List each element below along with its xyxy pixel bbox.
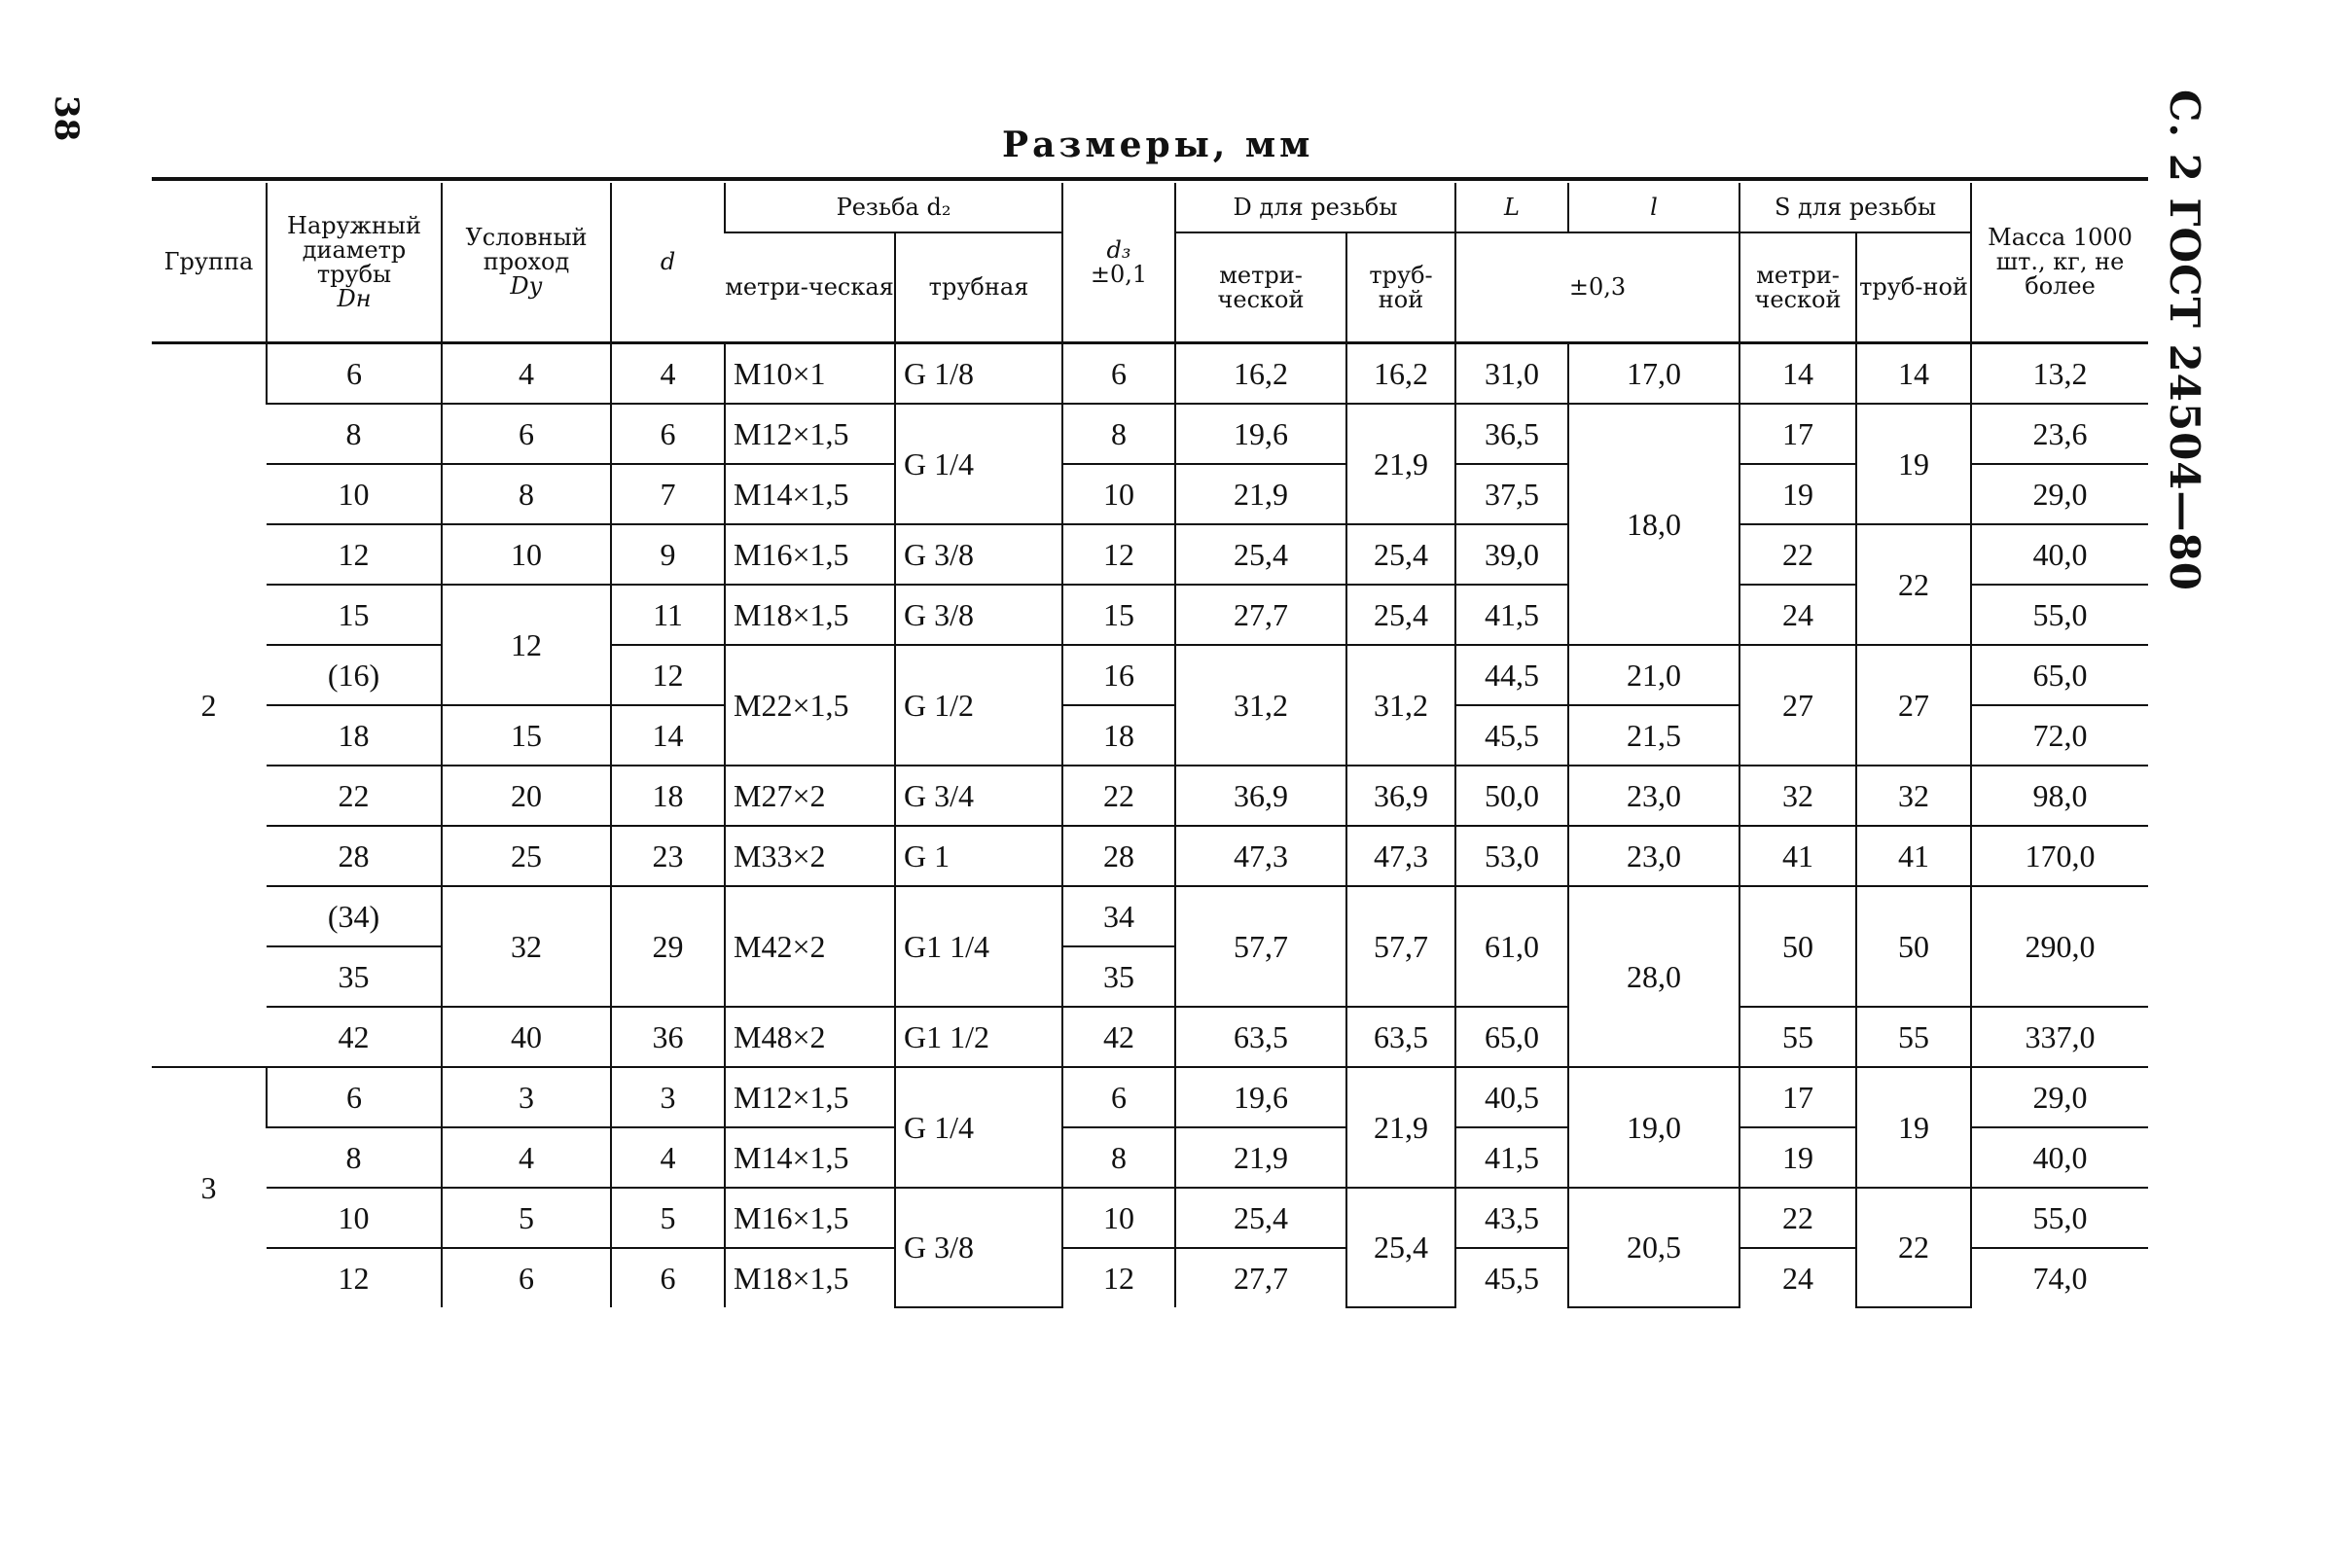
dimensions-table — [152, 183, 2148, 1308]
pipe-thread-cell: G 1/2 — [895, 645, 1062, 766]
S-metric-cell: 22 — [1739, 524, 1856, 585]
outer-diameter-cell: 35 — [267, 946, 442, 1007]
pipe-thread-cell: G 1/8 — [895, 343, 1062, 405]
pipe-thread-cell: G 1/4 — [895, 404, 1062, 524]
group-cell: 2 — [200, 687, 217, 723]
outer-diameter-cell: (34) — [267, 886, 442, 946]
header-S-thread: S для резьбы — [1739, 183, 1971, 232]
L-cell: 45,5 — [1455, 1248, 1568, 1307]
mass-cell: 29,0 — [1971, 1067, 2148, 1127]
mass-cell: 98,0 — [1971, 766, 2148, 826]
D-metric-cell: 27,7 — [1175, 1248, 1346, 1307]
S-metric-cell: 17 — [1739, 404, 1856, 464]
D-metric-cell: 31,2 — [1175, 645, 1346, 766]
D-metric-cell: 63,5 — [1175, 1007, 1346, 1067]
L-cell: 65,0 — [1455, 1007, 1568, 1067]
S-metric-cell: 19 — [1739, 1127, 1856, 1188]
table-row — [152, 404, 2148, 464]
header-Ll-tolerance: ±0,3 — [1455, 232, 1739, 343]
outer-diameter-cell: 15 — [267, 585, 442, 645]
L-cell: 44,5 — [1455, 645, 1568, 705]
group-cell: 3 — [152, 1067, 267, 1307]
header-d: d — [611, 183, 725, 343]
d-cell: 9 — [611, 524, 725, 585]
metric-thread-cell: M18×1,5 — [725, 1248, 895, 1307]
D-pipe-cell: 31,2 — [1346, 645, 1455, 766]
mass-cell: 170,0 — [1971, 826, 2148, 886]
table-row — [152, 766, 2148, 826]
outer-diameter-cell: 10 — [267, 464, 442, 524]
outer-diameter-cell: 18 — [267, 705, 442, 766]
nominal-bore-cell: 40 — [442, 1007, 611, 1067]
metric-thread-cell: M14×1,5 — [725, 464, 895, 524]
l-cell: 19,0 — [1568, 1067, 1739, 1188]
D-metric-cell: 47,3 — [1175, 826, 1346, 886]
d3-cell: 6 — [1062, 343, 1175, 405]
D-pipe-cell: 63,5 — [1346, 1007, 1455, 1067]
D-pipe-cell: 25,4 — [1346, 585, 1455, 645]
nominal-bore-cell: 12 — [442, 585, 611, 705]
L-cell: 53,0 — [1455, 826, 1568, 886]
S-pipe-cell: 41 — [1856, 826, 1971, 886]
D-metric-cell: 21,9 — [1175, 1127, 1346, 1188]
table-row — [152, 826, 2148, 886]
l-cell: 23,0 — [1568, 826, 1739, 886]
header-nominal-bore: Условный проход Dу — [442, 183, 611, 343]
D-pipe-cell: 16,2 — [1346, 343, 1455, 405]
L-cell: 36,5 — [1455, 404, 1568, 464]
table-row — [152, 1007, 2148, 1067]
l-cell: 21,5 — [1568, 705, 1739, 766]
S-metric-cell: 50 — [1739, 886, 1856, 1007]
pipe-thread-cell: G 1 — [895, 826, 1062, 886]
d-cell: 18 — [611, 766, 725, 826]
header-group: Группа — [152, 183, 267, 343]
d-cell: 4 — [611, 1127, 725, 1188]
table-row — [152, 1067, 2148, 1127]
L-cell: 50,0 — [1455, 766, 1568, 826]
nominal-bore-cell: 6 — [442, 404, 611, 464]
D-metric-cell: 36,9 — [1175, 766, 1346, 826]
nominal-bore-cell: 15 — [442, 705, 611, 766]
page-number: 38 — [47, 95, 86, 142]
mass-cell: 65,0 — [1971, 645, 2148, 705]
metric-thread-cell: M16×1,5 — [725, 524, 895, 585]
d3-cell: 12 — [1062, 524, 1175, 585]
S-metric-cell: 24 — [1739, 1248, 1856, 1307]
d-cell: 7 — [611, 464, 725, 524]
S-metric-cell: 19 — [1739, 464, 1856, 524]
S-pipe-cell: 19 — [1856, 404, 1971, 524]
d-cell: 14 — [611, 705, 725, 766]
d3-cell: 6 — [1062, 1067, 1175, 1127]
mass-cell: 55,0 — [1971, 585, 2148, 645]
outer-diameter-cell: 8 — [267, 1127, 442, 1188]
outer-diameter-cell: 8 — [267, 404, 442, 464]
S-pipe-cell: 14 — [1856, 343, 1971, 405]
pipe-thread-cell: G 3/8 — [895, 524, 1062, 585]
pipe-thread-cell: G 3/4 — [895, 766, 1062, 826]
table-row — [152, 1127, 2148, 1188]
nominal-bore-cell: 4 — [442, 1127, 611, 1188]
table-row — [152, 524, 2148, 585]
outer-diameter-cell: 12 — [338, 1260, 370, 1296]
header-thread-pipe: трубная — [895, 232, 1062, 343]
outer-diameter-cell: 22 — [267, 766, 442, 826]
d3-cell: 12 — [1062, 1248, 1175, 1307]
L-cell: 31,0 — [1455, 343, 1568, 405]
metric-thread-cell: M48×2 — [725, 1007, 895, 1067]
metric-thread-cell: M12×1,5 — [725, 1067, 895, 1127]
d3-cell: 34 — [1062, 886, 1175, 946]
S-metric-cell: 22 — [1739, 1188, 1856, 1248]
D-metric-cell: 57,7 — [1175, 886, 1346, 1007]
mass-cell: 290,0 — [1971, 886, 2148, 1007]
nominal-bore-cell: 20 — [442, 766, 611, 826]
S-pipe-cell: 32 — [1856, 766, 1971, 826]
D-metric-cell: 19,6 — [1175, 404, 1346, 464]
d3-cell: 18 — [1062, 705, 1175, 766]
L-cell: 45,5 — [1455, 705, 1568, 766]
S-pipe-cell: 22 — [1856, 1188, 1971, 1307]
pipe-thread-cell: G1 1/2 — [895, 1007, 1062, 1067]
l-cell: 18,0 — [1568, 404, 1739, 645]
table-row — [152, 585, 2148, 645]
d3-cell: 22 — [1062, 766, 1175, 826]
metric-thread-cell: M16×1,5 — [725, 1188, 895, 1248]
header-thread-metric: метри-ческая — [725, 232, 895, 343]
mass-cell: 40,0 — [1971, 1127, 2148, 1188]
D-metric-cell: 19,6 — [1175, 1067, 1346, 1127]
S-metric-cell: 55 — [1739, 1007, 1856, 1067]
d3-cell: 35 — [1062, 946, 1175, 1007]
nominal-bore-cell: 10 — [442, 524, 611, 585]
L-cell: 41,5 — [1455, 585, 1568, 645]
mass-cell: 40,0 — [1971, 524, 2148, 585]
d-cell: 4 — [611, 343, 725, 405]
header-outer-diameter: Наружный диаметр трубы Dн — [267, 183, 442, 343]
S-metric-cell: 41 — [1739, 826, 1856, 886]
d-cell: 36 — [611, 1007, 725, 1067]
mass-cell: 13,2 — [1971, 343, 2148, 405]
S-pipe-cell: 50 — [1856, 886, 1971, 1007]
mass-cell: 72,0 — [1971, 705, 2148, 766]
D-metric-cell: 21,9 — [1175, 464, 1346, 524]
outer-diameter-cell: 42 — [267, 1007, 442, 1067]
table-row — [152, 1188, 2148, 1248]
nominal-bore-cell: 3 — [442, 1067, 611, 1127]
S-metric-cell: 27 — [1739, 645, 1856, 766]
pipe-thread-cell: G 3/8 — [895, 585, 1062, 645]
header-mass: Масса 1000 шт., кг, не более — [1971, 183, 2148, 343]
L-cell: 40,5 — [1455, 1067, 1568, 1127]
mass-cell: 23,6 — [1971, 404, 2148, 464]
mass-cell: 337,0 — [1971, 1007, 2148, 1067]
header-d3: d₃ ±0,1 — [1062, 183, 1175, 343]
nominal-bore-cell: 25 — [442, 826, 611, 886]
S-pipe-cell: 19 — [1856, 1067, 1971, 1188]
table-caption: Размеры, мм — [1002, 125, 1314, 165]
d3-cell: 10 — [1062, 464, 1175, 524]
nominal-bore-cell: 32 — [442, 886, 611, 1007]
l-cell: 23,0 — [1568, 766, 1739, 826]
d3-cell: 16 — [1062, 645, 1175, 705]
l-cell: 21,0 — [1568, 645, 1739, 705]
d3-cell: 10 — [1062, 1188, 1175, 1248]
header-row-1 — [152, 183, 2148, 232]
metric-thread-cell: M12×1,5 — [725, 404, 895, 464]
D-metric-cell: 25,4 — [1175, 1188, 1346, 1248]
metric-thread-cell: M10×1 — [725, 343, 895, 405]
metric-thread-cell: M27×2 — [725, 766, 895, 826]
header-D-metric: метри-ческой — [1175, 232, 1346, 343]
D-pipe-cell: 21,9 — [1346, 1067, 1455, 1188]
table-row — [152, 886, 2148, 946]
D-pipe-cell: 47,3 — [1346, 826, 1455, 886]
d3-cell: 28 — [1062, 826, 1175, 886]
d3-cell: 15 — [1062, 585, 1175, 645]
pipe-thread-cell: G1 1/4 — [895, 886, 1062, 1007]
metric-thread-cell: M33×2 — [725, 826, 895, 886]
L-cell: 41,5 — [1455, 1127, 1568, 1188]
L-cell: 61,0 — [1455, 886, 1568, 1007]
outer-diameter-cell: 6 — [267, 343, 442, 405]
outer-diameter-cell: 12 — [267, 524, 442, 585]
outer-diameter-cell: 28 — [267, 826, 442, 886]
S-metric-cell: 17 — [1739, 1067, 1856, 1127]
mass-cell: 74,0 — [1971, 1248, 2148, 1307]
S-pipe-cell: 27 — [1856, 645, 1971, 766]
metric-thread-cell: M14×1,5 — [725, 1127, 895, 1188]
D-pipe-cell: 57,7 — [1346, 886, 1455, 1007]
table-row — [152, 464, 2148, 524]
D-metric-cell: 16,2 — [1175, 343, 1346, 405]
d-cell: 23 — [611, 826, 725, 886]
outer-diameter-cell: 6 — [267, 1067, 442, 1127]
L-cell: 43,5 — [1455, 1188, 1568, 1248]
l-cell: 17,0 — [1568, 343, 1739, 405]
top-rule — [152, 177, 2148, 181]
header-D-thread: D для резьбы — [1175, 183, 1455, 232]
pipe-thread-cell: G 3/8 — [895, 1188, 1062, 1307]
nominal-bore-cell: 6 — [442, 1248, 611, 1307]
S-metric-cell: 14 — [1739, 343, 1856, 405]
header-l: l — [1568, 183, 1739, 232]
l-cell: 20,5 — [1568, 1188, 1739, 1307]
header-L: L — [1455, 183, 1568, 232]
mass-cell: 29,0 — [1971, 464, 2148, 524]
d3-cell: 8 — [1062, 404, 1175, 464]
header-D-pipe: труб-ной — [1346, 232, 1455, 343]
standard-reference: С. 2 ГОСТ 24504—80 — [2161, 89, 2208, 591]
nominal-bore-cell: 5 — [442, 1188, 611, 1248]
header-thread: Резьба d₂ — [725, 183, 1062, 232]
d3-cell: 8 — [1062, 1127, 1175, 1188]
metric-thread-cell: M42×2 — [725, 886, 895, 1007]
header-S-metric: метри-ческой — [1739, 232, 1856, 343]
metric-thread-cell: M22×1,5 — [725, 645, 895, 766]
d-cell: 29 — [611, 886, 725, 1007]
d-cell: 6 — [611, 1248, 725, 1307]
nominal-bore-cell: 8 — [442, 464, 611, 524]
D-metric-cell: 27,7 — [1175, 585, 1346, 645]
outer-diameter-cell: 10 — [267, 1188, 442, 1248]
D-metric-cell: 25,4 — [1175, 524, 1346, 585]
nominal-bore-cell: 4 — [442, 343, 611, 405]
D-pipe-cell: 25,4 — [1346, 524, 1455, 585]
mass-cell: 55,0 — [1971, 1188, 2148, 1248]
d3-cell: 42 — [1062, 1007, 1175, 1067]
pipe-thread-cell: G 1/4 — [895, 1067, 1062, 1188]
S-pipe-cell: 55 — [1856, 1007, 1971, 1067]
d-cell: 11 — [611, 585, 725, 645]
outer-diameter-cell: (16) — [267, 645, 442, 705]
l-cell: 28,0 — [1568, 886, 1739, 1067]
table-row — [152, 343, 2148, 405]
metric-thread-cell: M18×1,5 — [725, 585, 895, 645]
D-pipe-cell: 25,4 — [1346, 1188, 1455, 1307]
D-pipe-cell: 21,9 — [1346, 404, 1455, 524]
L-cell: 37,5 — [1455, 464, 1568, 524]
d-cell: 3 — [611, 1067, 725, 1127]
d-cell: 6 — [611, 404, 725, 464]
S-metric-cell: 24 — [1739, 585, 1856, 645]
D-pipe-cell: 36,9 — [1346, 766, 1455, 826]
d-cell: 5 — [611, 1188, 725, 1248]
S-metric-cell: 32 — [1739, 766, 1856, 826]
table-row — [152, 1248, 2148, 1307]
L-cell: 39,0 — [1455, 524, 1568, 585]
S-pipe-cell: 22 — [1856, 524, 1971, 645]
d-cell: 12 — [611, 645, 725, 705]
header-S-pipe: труб-ной — [1856, 232, 1971, 343]
